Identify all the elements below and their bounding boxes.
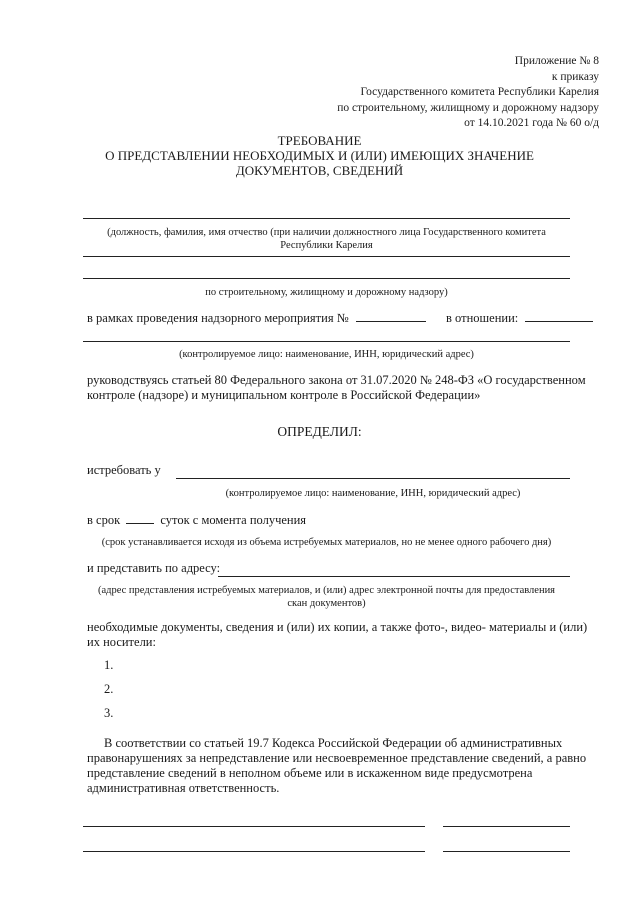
title-line-2: О ПРЕДСТАВЛЕНИИ НЕОБХОДИМЫХ И (ИЛИ) ИМЕЮЩИХ ЗНАЧЕНИЕ xyxy=(105,148,534,163)
demand-from-label: истребовать у xyxy=(87,463,161,477)
official-caption-line-1: (должность, фамилия, имя отчество (при наличии должностного лица Государственного комитета xyxy=(107,227,546,238)
item-1[interactable]: 1. xyxy=(104,658,114,672)
signature-line-2[interactable] xyxy=(443,851,570,852)
signature-position-line-2[interactable] xyxy=(83,851,425,852)
warning-line-2: правонарушениях за непредставление или несвоевременное представление сведений, а равно xyxy=(87,751,587,765)
official-line-3[interactable] xyxy=(83,278,570,279)
warning-line-1: В соответствии со статьей 19.7 Кодекса Российской Федерации об административных xyxy=(104,736,563,750)
event-row xyxy=(87,310,593,326)
official-line-2[interactable] xyxy=(83,256,570,257)
deadline-caption: (срок устанавливается исходя из объема истребуемых материалов, но не менее одного рабочего дня) xyxy=(101,537,552,548)
signature-line-1[interactable] xyxy=(443,826,570,827)
appendix-committee-scope: по строительному, жилищному и дорожному надзору xyxy=(337,101,599,114)
warning-line-4: административная ответственность. xyxy=(87,781,280,795)
event-prefix: в рамках проведения надзорного мероприятия № xyxy=(87,311,349,325)
event-relation-field[interactable] xyxy=(525,310,593,322)
term-prefix: в срок xyxy=(87,513,121,527)
official-caption-scope: по строительному, жилищному и дорожному надзору) xyxy=(205,287,448,298)
event-number-field[interactable] xyxy=(356,310,426,322)
address-caption xyxy=(83,584,570,610)
item-2[interactable]: 2. xyxy=(104,682,114,696)
docs-line-1: необходимые документы, сведения и (или) их копии, а также фото-, видео- материалы и (или) xyxy=(87,620,588,634)
submit-to-label: и представить по адресу: xyxy=(87,561,221,575)
appendix-order-ref: к приказу xyxy=(551,70,599,83)
official-line-1[interactable] xyxy=(83,218,570,219)
demand-from-field[interactable] xyxy=(176,478,570,479)
controlled-caption-2: (контролируемое лицо: наименование, ИНН, юридический адрес) xyxy=(225,488,521,499)
event-relation-label: в отношении: xyxy=(446,311,519,325)
title-line-1: ТРЕБОВАНИЕ xyxy=(277,133,362,148)
basis-line-2: контроле (надзоре) и муниципальном контроле в Российской Федерации» xyxy=(87,388,481,402)
appendix-committee: Государственного комитета Республики Карелия xyxy=(360,86,599,98)
basis-line-1: руководствуясь статьей 80 Федерального закона от 31.07.2020 № 248-ФЗ «О государственном xyxy=(87,373,586,387)
appendix-number: Приложение № 8 xyxy=(514,55,599,67)
appendix-order-date: от 14.10.2021 года № 60 о/д xyxy=(464,117,599,129)
docs-line-2: их носители: xyxy=(87,635,156,649)
item-3[interactable]: 3. xyxy=(104,706,114,720)
term-row xyxy=(87,512,306,528)
term-days-field[interactable] xyxy=(126,512,154,524)
address-caption-line-1: (адрес представления истребуемых материалов, и (или) адрес электронной почты для предоставления xyxy=(97,585,556,596)
address-caption-line-2: скан документов) xyxy=(287,598,366,609)
official-caption xyxy=(83,226,570,252)
signature-position-line-1[interactable] xyxy=(83,826,425,827)
controlled-line-1[interactable] xyxy=(83,341,570,342)
title-line-3: ДОКУМЕНТОВ, СВЕДЕНИЙ xyxy=(235,163,404,178)
appendix-header xyxy=(337,54,599,132)
decided-heading: ОПРЕДЕЛИЛ: xyxy=(277,424,362,439)
controlled-caption-1: (контролируемое лицо: наименование, ИНН, юридический адрес) xyxy=(179,349,474,360)
term-suffix: суток с момента получения xyxy=(160,513,307,527)
address-field[interactable] xyxy=(218,576,570,577)
warning-line-3: представление сведений в неполном объеме или в искаженном виде предусмотрена xyxy=(87,766,533,780)
document-title xyxy=(0,133,639,178)
official-caption-line-2: Республики Карелия xyxy=(280,240,373,251)
